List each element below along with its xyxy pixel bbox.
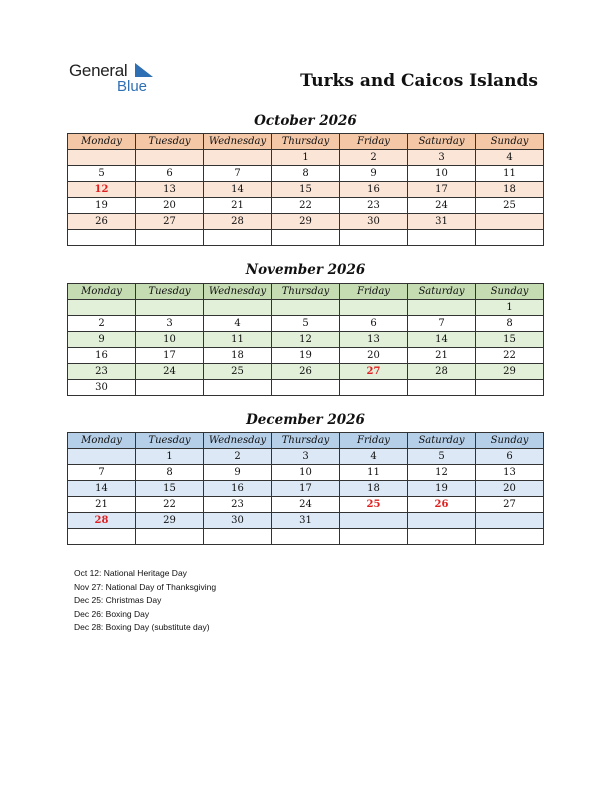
day-cell: 23 — [340, 198, 408, 214]
day-cell: 4 — [204, 316, 272, 332]
weekday-header: Thursday — [272, 433, 340, 449]
empty-day-cell — [136, 230, 204, 246]
day-cell: 15 — [272, 182, 340, 198]
weekday-header-row — [68, 134, 544, 150]
weekday-header: Saturday — [408, 134, 476, 150]
day-cell: 24 — [272, 497, 340, 513]
week-row — [68, 465, 544, 481]
weekday-header: Wednesday — [204, 433, 272, 449]
weekday-header-row — [68, 284, 544, 300]
day-cell: 19 — [272, 348, 340, 364]
empty-day-cell — [136, 529, 204, 545]
logo — [69, 61, 169, 97]
week-row — [68, 497, 544, 513]
calendar-table-oct — [67, 133, 544, 246]
empty-day-cell — [408, 380, 476, 396]
day-cell: 19 — [408, 481, 476, 497]
day-cell: 12 — [272, 332, 340, 348]
day-cell: 17 — [136, 348, 204, 364]
holiday-list — [74, 567, 216, 635]
day-cell: 2 — [204, 449, 272, 465]
weekday-header-row — [68, 433, 544, 449]
empty-day-cell — [340, 529, 408, 545]
logo-text-general: General — [69, 61, 128, 80]
weekday-header: Wednesday — [204, 134, 272, 150]
day-cell: 7 — [408, 316, 476, 332]
day-cell: 4 — [340, 449, 408, 465]
weekday-header: Tuesday — [136, 284, 204, 300]
calendar-table-dec — [67, 432, 544, 545]
weekday-header: Tuesday — [136, 433, 204, 449]
week-row — [68, 300, 544, 316]
week-row — [68, 198, 544, 214]
empty-day-cell — [476, 529, 544, 545]
day-cell: 19 — [68, 198, 136, 214]
day-cell: 20 — [340, 348, 408, 364]
weekday-header: Saturday — [408, 284, 476, 300]
day-cell: 25 — [476, 198, 544, 214]
weekday-header: Tuesday — [136, 134, 204, 150]
day-cell: 11 — [340, 465, 408, 481]
day-cell: 2 — [340, 150, 408, 166]
empty-day-cell — [340, 300, 408, 316]
empty-day-cell — [476, 513, 544, 529]
day-cell: 5 — [408, 449, 476, 465]
day-cell: 10 — [408, 166, 476, 182]
month-title-dec: December 2026 — [246, 412, 365, 428]
day-cell: 3 — [136, 316, 204, 332]
week-row — [68, 449, 544, 465]
holiday-day-cell: 28 — [68, 513, 136, 529]
weekday-header: Thursday — [272, 134, 340, 150]
empty-day-cell — [272, 529, 340, 545]
day-cell: 24 — [408, 198, 476, 214]
week-row — [68, 364, 544, 380]
day-cell: 20 — [476, 481, 544, 497]
day-cell: 20 — [136, 198, 204, 214]
day-cell: 1 — [272, 150, 340, 166]
day-cell: 6 — [476, 449, 544, 465]
day-cell: 11 — [204, 332, 272, 348]
weekday-header: Wednesday — [204, 284, 272, 300]
day-cell: 13 — [136, 182, 204, 198]
weekday-header: Thursday — [272, 284, 340, 300]
day-cell: 1 — [136, 449, 204, 465]
empty-day-cell — [204, 150, 272, 166]
day-cell: 31 — [408, 214, 476, 230]
day-cell: 18 — [476, 182, 544, 198]
weekday-header: Sunday — [476, 134, 544, 150]
day-cell: 24 — [136, 364, 204, 380]
week-row — [68, 150, 544, 166]
empty-day-cell — [272, 230, 340, 246]
calendar-table-nov — [67, 283, 544, 396]
day-cell: 22 — [272, 198, 340, 214]
holiday-item: Nov 27: National Day of Thanksgiving — [74, 581, 217, 592]
week-row — [68, 332, 544, 348]
day-cell: 25 — [204, 364, 272, 380]
weekday-header: Monday — [68, 433, 136, 449]
week-row — [68, 513, 544, 529]
day-cell: 13 — [340, 332, 408, 348]
day-cell: 18 — [204, 348, 272, 364]
empty-day-cell — [340, 230, 408, 246]
empty-day-cell — [136, 300, 204, 316]
day-cell: 15 — [136, 481, 204, 497]
day-cell: 29 — [476, 364, 544, 380]
week-row — [68, 481, 544, 497]
day-cell: 21 — [408, 348, 476, 364]
holiday-item: Dec 25: Christmas Day — [74, 595, 162, 605]
empty-day-cell — [68, 150, 136, 166]
empty-day-cell — [272, 380, 340, 396]
day-cell: 2 — [68, 316, 136, 332]
day-cell: 26 — [272, 364, 340, 380]
empty-day-cell — [68, 230, 136, 246]
day-cell: 8 — [272, 166, 340, 182]
page-title: Turks and Caicos Islands — [300, 71, 538, 91]
weekday-header: Sunday — [476, 284, 544, 300]
day-cell: 9 — [68, 332, 136, 348]
day-cell: 8 — [136, 465, 204, 481]
day-cell: 16 — [68, 348, 136, 364]
empty-day-cell — [136, 380, 204, 396]
holiday-day-cell: 26 — [408, 497, 476, 513]
day-cell: 14 — [204, 182, 272, 198]
day-cell: 1 — [476, 300, 544, 316]
day-cell: 29 — [272, 214, 340, 230]
weekday-header: Monday — [68, 284, 136, 300]
day-cell: 13 — [476, 465, 544, 481]
day-cell: 23 — [204, 497, 272, 513]
day-cell: 17 — [272, 481, 340, 497]
week-row — [68, 166, 544, 182]
week-row — [68, 214, 544, 230]
day-cell: 22 — [136, 497, 204, 513]
holiday-day-cell: 27 — [340, 364, 408, 380]
day-cell: 29 — [136, 513, 204, 529]
day-cell: 10 — [136, 332, 204, 348]
empty-day-cell — [476, 380, 544, 396]
day-cell: 27 — [136, 214, 204, 230]
empty-day-cell — [408, 230, 476, 246]
day-cell: 28 — [408, 364, 476, 380]
day-cell: 6 — [340, 316, 408, 332]
day-cell: 17 — [408, 182, 476, 198]
month-title-oct: October 2026 — [254, 113, 357, 129]
empty-day-cell — [408, 300, 476, 316]
day-cell: 14 — [68, 481, 136, 497]
day-cell: 18 — [340, 481, 408, 497]
day-cell: 14 — [408, 332, 476, 348]
day-cell: 3 — [408, 150, 476, 166]
week-row — [68, 380, 544, 396]
week-row — [68, 348, 544, 364]
empty-day-cell — [68, 529, 136, 545]
holiday-day-cell: 12 — [68, 182, 136, 198]
day-cell: 30 — [340, 214, 408, 230]
day-cell: 27 — [476, 497, 544, 513]
day-cell: 28 — [204, 214, 272, 230]
holiday-item: Dec 28: Boxing Day (substitute day) — [74, 622, 210, 632]
empty-day-cell — [204, 529, 272, 545]
empty-day-cell — [68, 449, 136, 465]
day-cell: 30 — [68, 380, 136, 396]
empty-day-cell — [204, 300, 272, 316]
day-cell: 9 — [204, 465, 272, 481]
day-cell: 5 — [68, 166, 136, 182]
day-cell: 7 — [68, 465, 136, 481]
week-row — [68, 230, 544, 246]
logo-flag-icon — [135, 63, 155, 79]
empty-day-cell — [340, 380, 408, 396]
day-cell: 12 — [408, 465, 476, 481]
weekday-header: Friday — [340, 284, 408, 300]
day-cell: 7 — [204, 166, 272, 182]
day-cell: 16 — [204, 481, 272, 497]
day-cell: 21 — [204, 198, 272, 214]
day-cell: 22 — [476, 348, 544, 364]
day-cell: 11 — [476, 166, 544, 182]
holiday-item: Oct 12: National Heritage Day — [74, 568, 187, 578]
day-cell: 4 — [476, 150, 544, 166]
empty-day-cell — [68, 300, 136, 316]
day-cell: 23 — [68, 364, 136, 380]
holiday-item: Dec 26: Boxing Day — [74, 608, 150, 619]
day-cell: 8 — [476, 316, 544, 332]
empty-day-cell — [204, 380, 272, 396]
empty-day-cell — [408, 513, 476, 529]
week-row — [68, 529, 544, 545]
day-cell: 9 — [340, 166, 408, 182]
day-cell: 15 — [476, 332, 544, 348]
week-row — [68, 182, 544, 198]
day-cell: 21 — [68, 497, 136, 513]
empty-day-cell — [476, 230, 544, 246]
empty-day-cell — [476, 214, 544, 230]
day-cell: 3 — [272, 449, 340, 465]
empty-day-cell — [136, 150, 204, 166]
weekday-header: Friday — [340, 433, 408, 449]
logo-text-blue: Blue — [117, 78, 148, 95]
weekday-header: Saturday — [408, 433, 476, 449]
empty-day-cell — [204, 230, 272, 246]
empty-day-cell — [340, 513, 408, 529]
day-cell: 5 — [272, 316, 340, 332]
day-cell: 16 — [340, 182, 408, 198]
weekday-header: Friday — [340, 134, 408, 150]
weekday-header: Sunday — [476, 433, 544, 449]
week-row — [68, 316, 544, 332]
day-cell: 30 — [204, 513, 272, 529]
day-cell: 6 — [136, 166, 204, 182]
weekday-header: Monday — [68, 134, 136, 150]
day-cell: 26 — [68, 214, 136, 230]
empty-day-cell — [408, 529, 476, 545]
holiday-day-cell: 25 — [340, 497, 408, 513]
day-cell: 10 — [272, 465, 340, 481]
day-cell: 31 — [272, 513, 340, 529]
month-title-nov: November 2026 — [245, 262, 366, 278]
empty-day-cell — [272, 300, 340, 316]
